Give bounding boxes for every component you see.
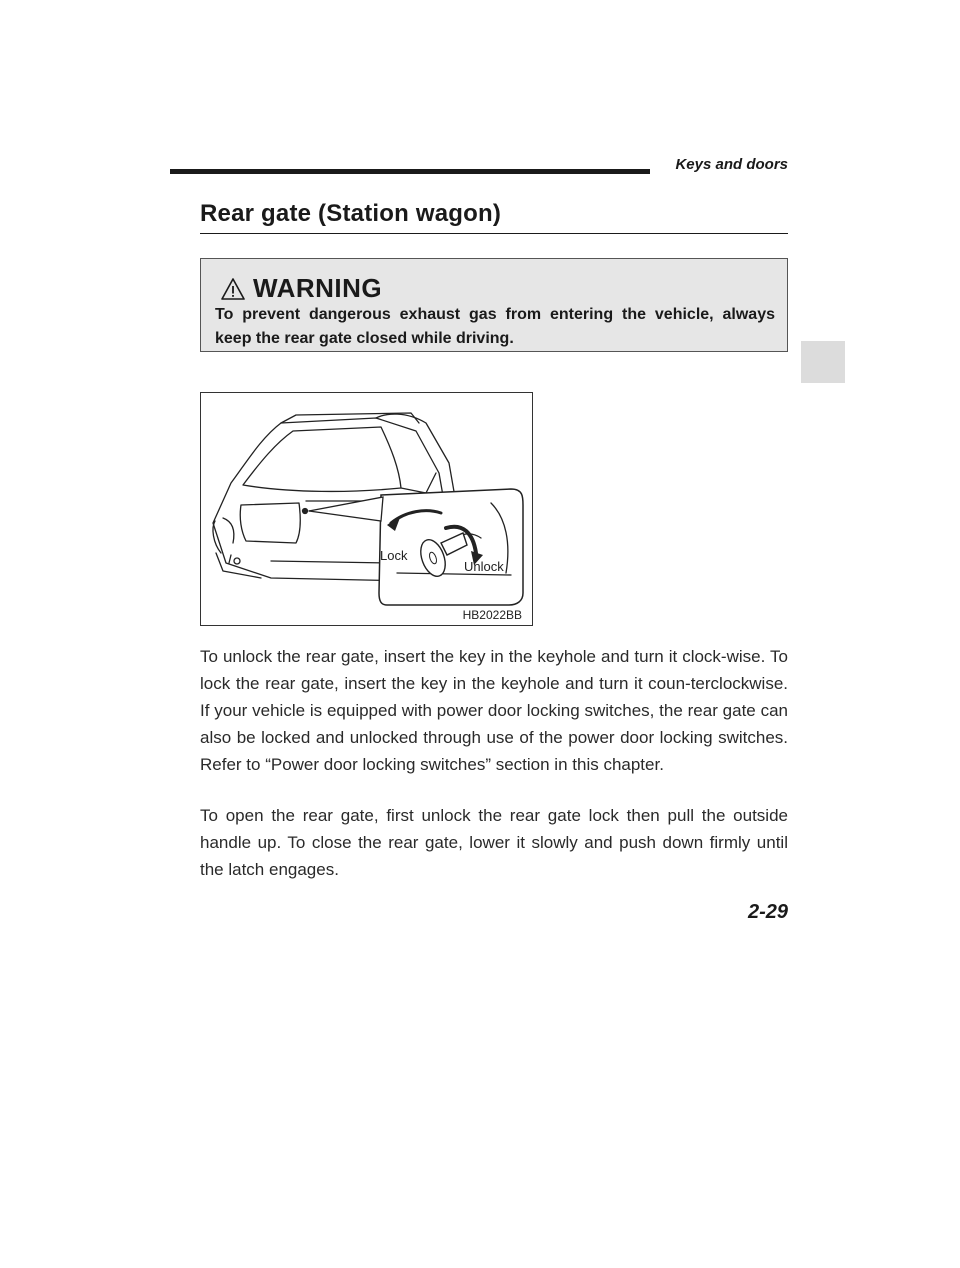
warning-heading — [221, 273, 382, 304]
unlock-label: Unlock — [464, 559, 504, 574]
lock-label: Lock — [380, 548, 408, 563]
warning-text: To prevent dangerous exhaust gas from entering the vehicle, always keep the rear gate closed while driving. — [215, 306, 775, 347]
chapter-side-tab — [801, 341, 845, 383]
rear-gate-illustration — [200, 392, 533, 626]
car-rear-drawing — [201, 393, 533, 626]
warning-triangle-icon — [221, 277, 245, 301]
body-paragraph: To unlock the rear gate, insert the key in the keyhole and turn it clock-wise. To lock the rear gate, insert the key in the keyhole and turn it coun-terclockwise. If your vehicle is equipped with power door locking switches, the rear gate can also be locked and unlocked through use of the power door locking switches. Refer to “Power door locking switches” section in this chapter. — [200, 647, 788, 774]
warning-label: WARNING — [253, 273, 383, 303]
warning-box — [200, 258, 788, 352]
header-rule — [170, 169, 650, 174]
header-section-title: Keys and doors — [675, 156, 788, 173]
page-title: Rear gate (Station wagon) — [200, 200, 502, 227]
title-rule — [200, 233, 788, 234]
body-paragraph: To open the rear gate, first unlock the rear gate lock then pull the outside handle up. To close the rear gate, lower it slowly and push down firmly until the latch engages. — [200, 806, 788, 879]
page-number: 2-29 — [747, 901, 788, 923]
figure-code: HB2022BB — [462, 608, 522, 622]
